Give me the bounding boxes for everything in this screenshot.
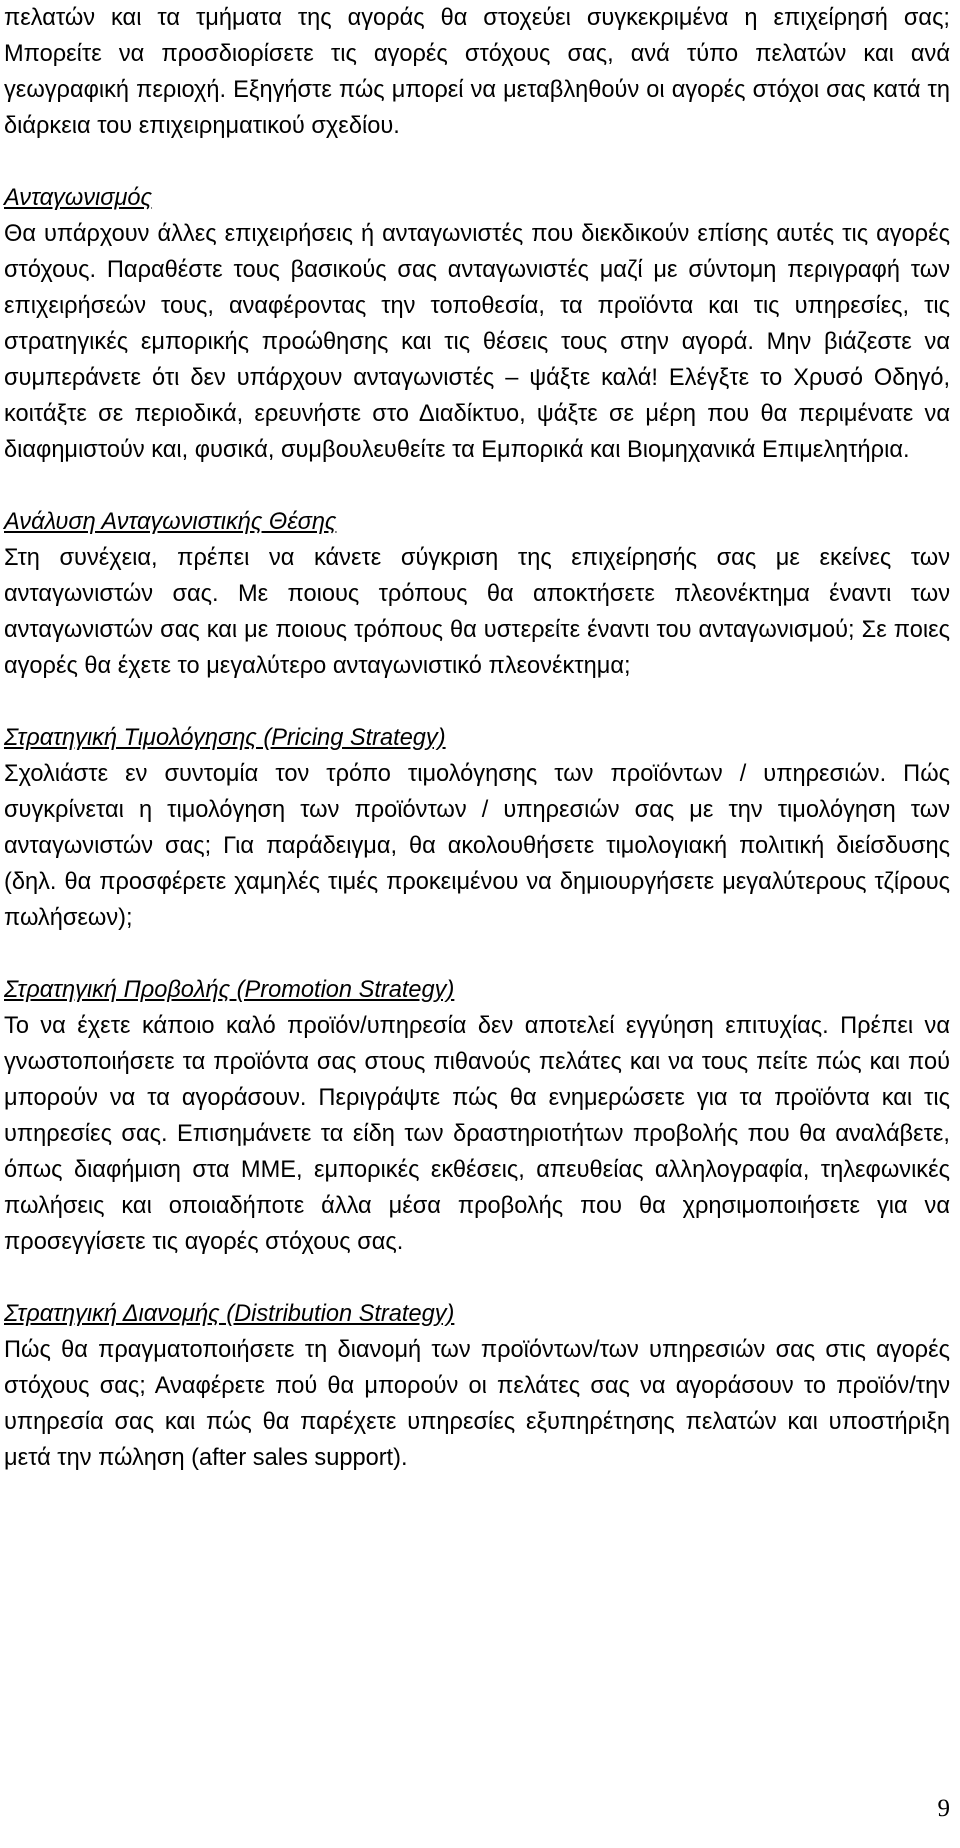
section-paragraph: Στη συνέχεια, πρέπει να κάνετε σύγκριση της επιχείρησής σας με εκείνες των ανταγωνιστών σας. Με ποιους τρόπους θα αποκτήσετε πλεονέκτημα έναντι των ανταγωνιστών σας και με ποιους τρόπους θα υστερείτε έναντι του ανταγωνισμού; Σε ποιες αγορές θα έχετε το μεγαλύτερο ανταγωνιστικό πλεονέκτημα; <box>4 545 950 679</box>
section-promotion-strategy <box>4 972 950 1260</box>
spacer <box>4 1260 950 1296</box>
page-number: 9 <box>937 1795 950 1822</box>
section-heading: Στρατηγική Προβολής (Promotion Strategy) <box>4 977 455 1003</box>
section-heading: Στρατηγική Διανομής (Distribution Strategy) <box>4 1301 455 1327</box>
section-pricing-strategy <box>4 720 950 936</box>
section-paragraph: Το να έχετε κάποιο καλό προϊόν/υπηρεσία δεν αποτελεί εγγύηση επιτυχίας. Πρέπει να γνωστοποιήσετε τα προϊόντα σας στους πιθανούς πελάτες και να τους πείτε πώς και πού μπορούν να τα αγοράσουν. Περιγράψτε πώς θα ενημερώσετε για τα προϊόντα και τις υπηρεσίες σας. Επισημάνετε τα είδη των δραστηριοτήτων προβολής που θα αναλάβετε, όπως διαφήμιση στα ΜΜΕ, εμπορικές εκθέσεις, απευθείας αλληλογραφία, τηλεφωνικές πωλήσεις και οποιαδήποτε άλλα μέσα προβολής που θα χρησιμοποιήσετε για να προσεγγίσετε τις αγορές στόχους σας. <box>4 1013 950 1255</box>
section-paragraph: Σχολιάστε εν συντομία τον τρόπο τιμολόγησης των προϊόντων / υπηρεσιών. Πώς συγκρίνεται η τιμολόγηση των προϊόντων / υπηρεσιών σας με την τιμολόγηση των ανταγωνιστών σας; Για παράδειγμα, θα ακολουθήσετε τιμολογιακή πολιτική διείσδυσης (δηλ. θα προσφέρετε χαμηλές τιμές προκειμένου να δημιουργήσετε μεγαλύτερους τζίρους πωλήσεων); <box>4 761 950 931</box>
section-heading: Ανάλυση Ανταγωνιστικής Θέσης <box>4 509 337 535</box>
section-paragraph: Πώς θα πραγματοποιήσετε τη διανομή των προϊόντων/των υπηρεσιών σας στις αγορές στόχους σας; Αναφέρετε πού θα μπορούν οι πελάτες σας να αγοράσουν το προϊόν/την υπηρεσία σας και πώς θα παρέχετε υπηρεσίες εξυπηρέτησης πελατών και υποστήριξη μετά την πώληση (after sales support). <box>4 1337 950 1471</box>
section-competitive-position <box>4 504 950 684</box>
intro-paragraph: πελατών και τα τμήματα της αγοράς θα στοχεύει συγκεκριμένα η επιχείρησή σας; Μπορείτε να προσδιορίσετε τις αγορές στόχους σας, ανά τύπο πελατών και ανά γεωγραφική περιοχή. Εξηγήστε πώς μπορεί να μεταβληθούν οι αγορές στόχοι σας κατά τη διάρκεια του επιχειρηματικού σχεδίου. <box>4 5 950 139</box>
spacer <box>4 144 950 180</box>
section-heading: Στρατηγική Τιμολόγησης (Pricing Strategy) <box>4 725 446 751</box>
spacer <box>4 468 950 504</box>
section-competition <box>4 180 950 468</box>
spacer <box>4 936 950 972</box>
section-heading: Ανταγωνισμός <box>4 185 153 211</box>
spacer <box>4 684 950 720</box>
section-paragraph: Θα υπάρχουν άλλες επιχειρήσεις ή ανταγωνιστές που διεκδικούν επίσης αυτές τις αγορές στόχους. Παραθέστε τους βασικούς σας ανταγωνιστές μαζί με σύντομη περιγραφή των επιχειρήσεών τους, αναφέροντας την τοποθεσία, τα προϊόντα και τις υπηρεσίες, τις στρατηγικές εμπορικής προώθησης και τις θέσεις τους στην αγορά. Μην βιάζεστε να συμπεράνετε ότι δεν υπάρχουν ανταγωνιστές – ψάξτε καλά! Ελέγξτε το Χρυσό Οδηγό, κοιτάξτε σε περιοδικά, ερευνήστε στο Διαδίκτυο, ψάξτε σε μέρη που θα περιμένατε να διαφημιστούν και, φυσικά, συμβουλευθείτε τα Εμπορικά και Βιομηχανικά Επιμελητήρια. <box>4 221 950 463</box>
section-distribution-strategy <box>4 1296 950 1476</box>
